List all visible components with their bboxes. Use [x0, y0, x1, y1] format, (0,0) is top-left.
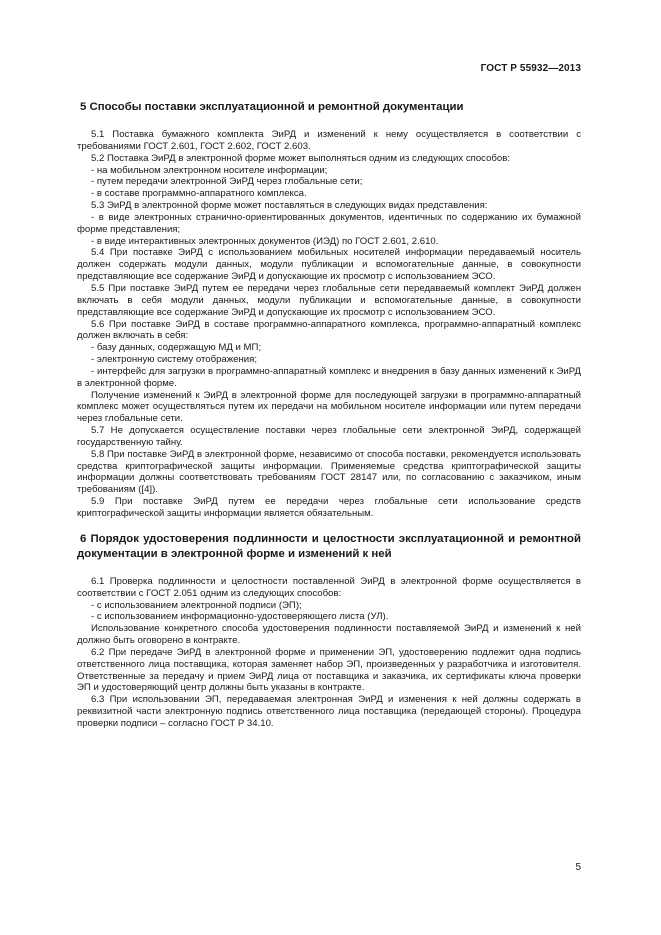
paragraph-5-1: 5.1 Поставка бумажного комплекта ЭиРД и изменений к нему осуществляется в соответствии с требованиями ГОСТ 2.601, ГОСТ 2.602, ГОСТ 2.603.: [77, 129, 581, 152]
list-item: - с использованием информационно-удостоверяющего листа (УЛ).: [91, 611, 389, 623]
list-item: - интерфейс для загрузки в программно-аппаратный комплекс и внедрения в базу данных изменений к ЭиРД в электронной форме.: [77, 365, 581, 389]
list-item: - в составе программно-аппаратного комплекса.: [91, 188, 307, 200]
list-item: - базу данных, содержащую МД и МП;: [91, 342, 262, 354]
paragraph-5-7: 5.7 Не допускается осуществление поставки через глобальные сети электронной ЭиРД, содержащей государственную тайну.: [77, 425, 581, 448]
list-item: - в виде электронных странично-ориентированных документов, идентичных по содержанию их бумажной форме представления;: [77, 211, 581, 235]
paragraph-6-3: 6.3 При использовании ЭП, передаваемая электронная ЭиРД и изменения к ней должны содержать в реквизитной части электронную подпись ответственного лица поставщика (передающей стороны). Процедура проверки подписи – согласно ГОСТ Р 34.10.: [77, 694, 581, 729]
document-body: [77, 100, 581, 730]
section-5-heading: 5 Способы поставки эксплуатационной и ремонтной документации: [80, 101, 464, 113]
paragraph-5-2: 5.2 Поставка ЭиРД в электронной форме может выполняться одним из следующих способов:: [91, 152, 511, 164]
paragraph-5-3: 5.3 ЭиРД в электронной форме может поставляться в следующих видах представления:: [91, 200, 488, 212]
list-item: - электронную систему отображения;: [91, 354, 258, 366]
paragraph-5-5: 5.5 При поставке ЭиРД путем ее передачи через глобальные сети передаваемый комплект ЭиРД должен включать в себя модули данных, модули публикации и вспомогательные данные, в совокупности представляющие все содержание ЭиРД и допускающие их просмотр с использованием ЭСО.: [77, 282, 581, 318]
list-item: - путем передачи электронной ЭиРД через глобальные сети;: [91, 176, 363, 188]
paragraph-6-1: 6.1 Проверка подлинности и целостности поставленной ЭиРД в электронной форме осуществляется в соответствии с ГОСТ 2.051 одним из следующих способов:: [77, 575, 581, 599]
paragraph-6-1-note: Использование конкретного способа удостоверения подлинности поставляемой ЭиРД и изменений к ней должно быть оговорено в контракте.: [77, 623, 581, 647]
list-item: - на мобильном электронном носителе информации;: [91, 164, 328, 176]
paragraph-6-2: 6.2 При передаче ЭиРД в электронной форме и применении ЭП, удостоверению подлежит одна подпись ответственного лица поставщика, которая заменяет набор ЭП, произведенных у разработчика и изготовителя. Ответственные за передачу и прием ЭиРД лица от поставщика и заказчика, их сертификаты ключа проверки ЭП и удостоверяющий центр должны быть указаны в контракте.: [77, 646, 581, 694]
list-item: - в виде интерактивных электронных документов (ИЭД) по ГОСТ 2.601, 2.610.: [91, 235, 439, 247]
paragraph-5-8: 5.8 При поставке ЭиРД в электронной форме, независимо от способа поставки, рекомендуется использовать средства криптографической защиты информации. Применяемые средства криптографической защиты информации должны соответствовать требованиям ГОСТ 28147 или, по согласованию с заказчиком, иным требованиям ([4]).: [77, 448, 581, 496]
list-item: - с использованием электронной подписи (ЭП);: [91, 599, 302, 611]
paragraph-5-6: 5.6 При поставке ЭиРД в составе программно-аппаратного комплекса, программно-аппаратный комплекс должен включать в себя:: [77, 318, 581, 342]
paragraph-5-9: 5.9 При поставке ЭиРД путем ее передачи через глобальные сети использование средств криптографической защиты информации является обязательным.: [77, 496, 581, 519]
document-code-header: ГОСТ Р 55932—2013: [480, 63, 581, 74]
page-number: 5: [575, 862, 581, 873]
paragraph-5-6-note: Получение изменений к ЭиРД в электронной форме для последующей загрузки в программно-аппаратный комплекс может осуществляться путем их передачи на мобильном носителе информации или путем передачи через глобальные сети.: [77, 389, 581, 425]
paragraph-5-4: 5.4 При поставке ЭиРД с использованием мобильных носителей информации передаваемый носитель должен содержать модули данных, модули публикации и вспомогательные данные, в совокупности представляющие все содержание ЭиРД и допускающие их просмотр с использованием ЭСО.: [77, 247, 581, 283]
section-6-heading: 6 Порядок удостоверения подлинности и целостности эксплуатационной и ремонтной документации в электронной форме и изменений к ней: [77, 532, 581, 560]
